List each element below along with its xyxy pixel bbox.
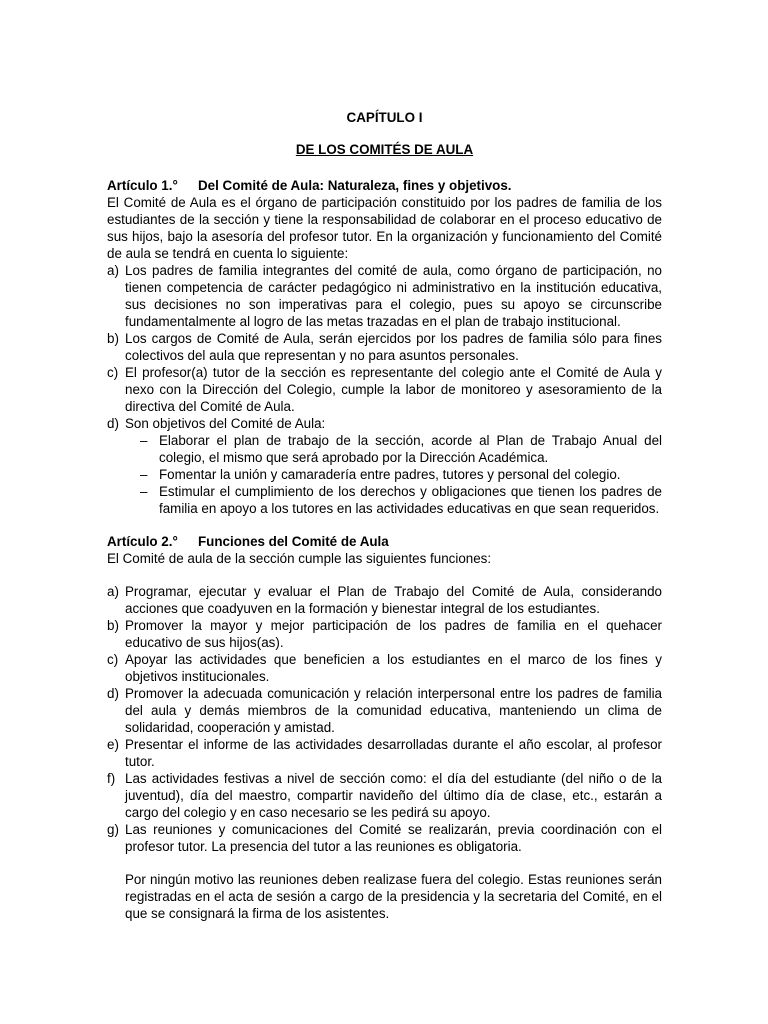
list-item (107, 821, 662, 855)
list-item (107, 736, 662, 770)
article-1-number: Artículo 1.° (107, 178, 178, 193)
list-item (107, 685, 662, 736)
chapter-title: DE LOS COMITÉS DE AULA (295, 142, 474, 157)
list-item-marker: b) (107, 331, 119, 346)
list-item (107, 651, 662, 685)
list-item-marker: e) (107, 737, 119, 752)
list-item-text: Las reuniones y comunicaciones del Comité se realizarán, previa coordinación con el profesor tutor. La presencia del tutor a las reuniones es obligatoria. (125, 822, 662, 854)
list-item-marker: a) (107, 263, 119, 278)
objective-text: Fomentar la unión y camaradería entre padres, tutores y personal del colegio. (159, 467, 621, 482)
list-item-text: Las actividades festivas a nivel de sección como: el día del estudiante (del niño o de la juventud), día del maestro, compartir navideño del último día de clase, etc., estarán a cargo del colegio y en caso necesario se les pedirá su apoyo. (125, 771, 662, 820)
list-item-marker: b) (107, 618, 119, 633)
document-page (107, 109, 662, 922)
list-item-marker: f) (107, 771, 116, 786)
dash-marker: – (140, 433, 148, 448)
article-1-intro: El Comité de Aula es el órgano de participación constituido por los padres de familia de los estudiantes de la sección y tiene la responsabilidad de colaborar en el proceso educativo de sus hijos, bajo la asesoría del profesor tutor. En la organización y funcionamiento del Comité de aula se tendrá en cuenta lo siguiente: (107, 195, 662, 261)
list-item-text: Son objetivos del Comité de Aula: (125, 416, 326, 431)
objective-item (125, 432, 662, 466)
list-item (107, 583, 662, 617)
list-item-marker: a) (107, 584, 119, 599)
list-item (107, 364, 662, 415)
list-item-text: Promover la mayor y mejor participación de los padres de familia en el quehacer educativo de sus hijos(as). (125, 618, 662, 650)
list-item-marker: d) (107, 416, 119, 431)
list-item-text: Los cargos de Comité de Aula, serán ejercidos por los padres de familia sólo para fines colectivos del aula que representan y no para asuntos personales. (125, 331, 662, 363)
objective-item (125, 466, 662, 483)
list-item-marker: d) (107, 686, 119, 701)
dash-marker: – (140, 467, 148, 482)
list-item-marker: c) (107, 652, 119, 667)
article-2-intro: El Comité de aula de la sección cumple las siguientes funciones: (107, 551, 492, 566)
list-item-text: Presentar el informe de las actividades desarrolladas durante el año escolar, al profesor tutor. (125, 737, 662, 769)
objective-text: Elaborar el plan de trabajo de la sección, acorde al Plan de Trabajo Anual del colegio, el mismo que será aprobado por la Dirección Académica. (159, 433, 662, 465)
list-item-text: Los padres de familia integrantes del comité de aula, como órgano de participación, no tienen competencia de carácter pedagógico ni administrativo en la institución educativa, sus decisiones no son imperativas para el colegio, pues su apoyo se circunscribe fundamentalmente al logro de las metas trazadas en el plan de trabajo institucional. (125, 263, 662, 329)
objectives-list (125, 432, 662, 517)
list-item (107, 770, 662, 821)
objective-item (125, 483, 662, 517)
article-2-number: Artículo 2.° (107, 534, 178, 549)
article-2-title: Funciones del Comité de Aula (198, 534, 389, 549)
list-item (107, 330, 662, 364)
article-1-title: Del Comité de Aula: Naturaleza, fines y objetivos. (198, 178, 512, 193)
article-2-list (107, 583, 662, 855)
list-item-text: Apoyar las actividades que beneficien a los estudiantes en el marco de los fines y objetivos institucionales. (125, 652, 662, 684)
article-2-heading (107, 533, 662, 550)
dash-marker: – (140, 484, 148, 499)
closing-paragraph: Por ningún motivo las reuniones deben realizase fuera del colegio. Estas reuniones serán registradas en el acta de sesión a cargo de la presidencia y la secretaria del Comité, en el que se consignará la firma de los asistentes. (125, 872, 662, 921)
chapter-number: CAPÍTULO I (346, 110, 423, 125)
list-item (107, 415, 662, 517)
list-item-text: El profesor(a) tutor de la sección es representante del colegio ante el Comité de Aula y nexo con la Dirección del Colegio, cumple la labor de monitoreo y asesoramiento de la directiva del Comité de Aula. (125, 365, 662, 414)
list-item (107, 617, 662, 651)
list-item-text: Promover la adecuada comunicación y relación interpersonal entre los padres de familia del aula y demás miembros de la comunidad educativa, manteniendo un clima de solidaridad, cooperación y amistad. (125, 686, 662, 735)
objective-text: Estimular el cumplimiento de los derechos y obligaciones que tienen los padres de familia en apoyo a los tutores en las actividades educativas en que sean requeridos. (159, 484, 662, 516)
article-1-list (107, 262, 662, 517)
list-item-marker: g) (107, 822, 119, 837)
article-1-heading (107, 177, 662, 194)
list-item-marker: c) (107, 365, 119, 380)
list-item-text: Programar, ejecutar y evaluar el Plan de Trabajo del Comité de Aula, considerando acciones que coadyuven en la formación y bienestar integral de los estudiantes. (125, 584, 662, 616)
list-item (107, 262, 662, 330)
